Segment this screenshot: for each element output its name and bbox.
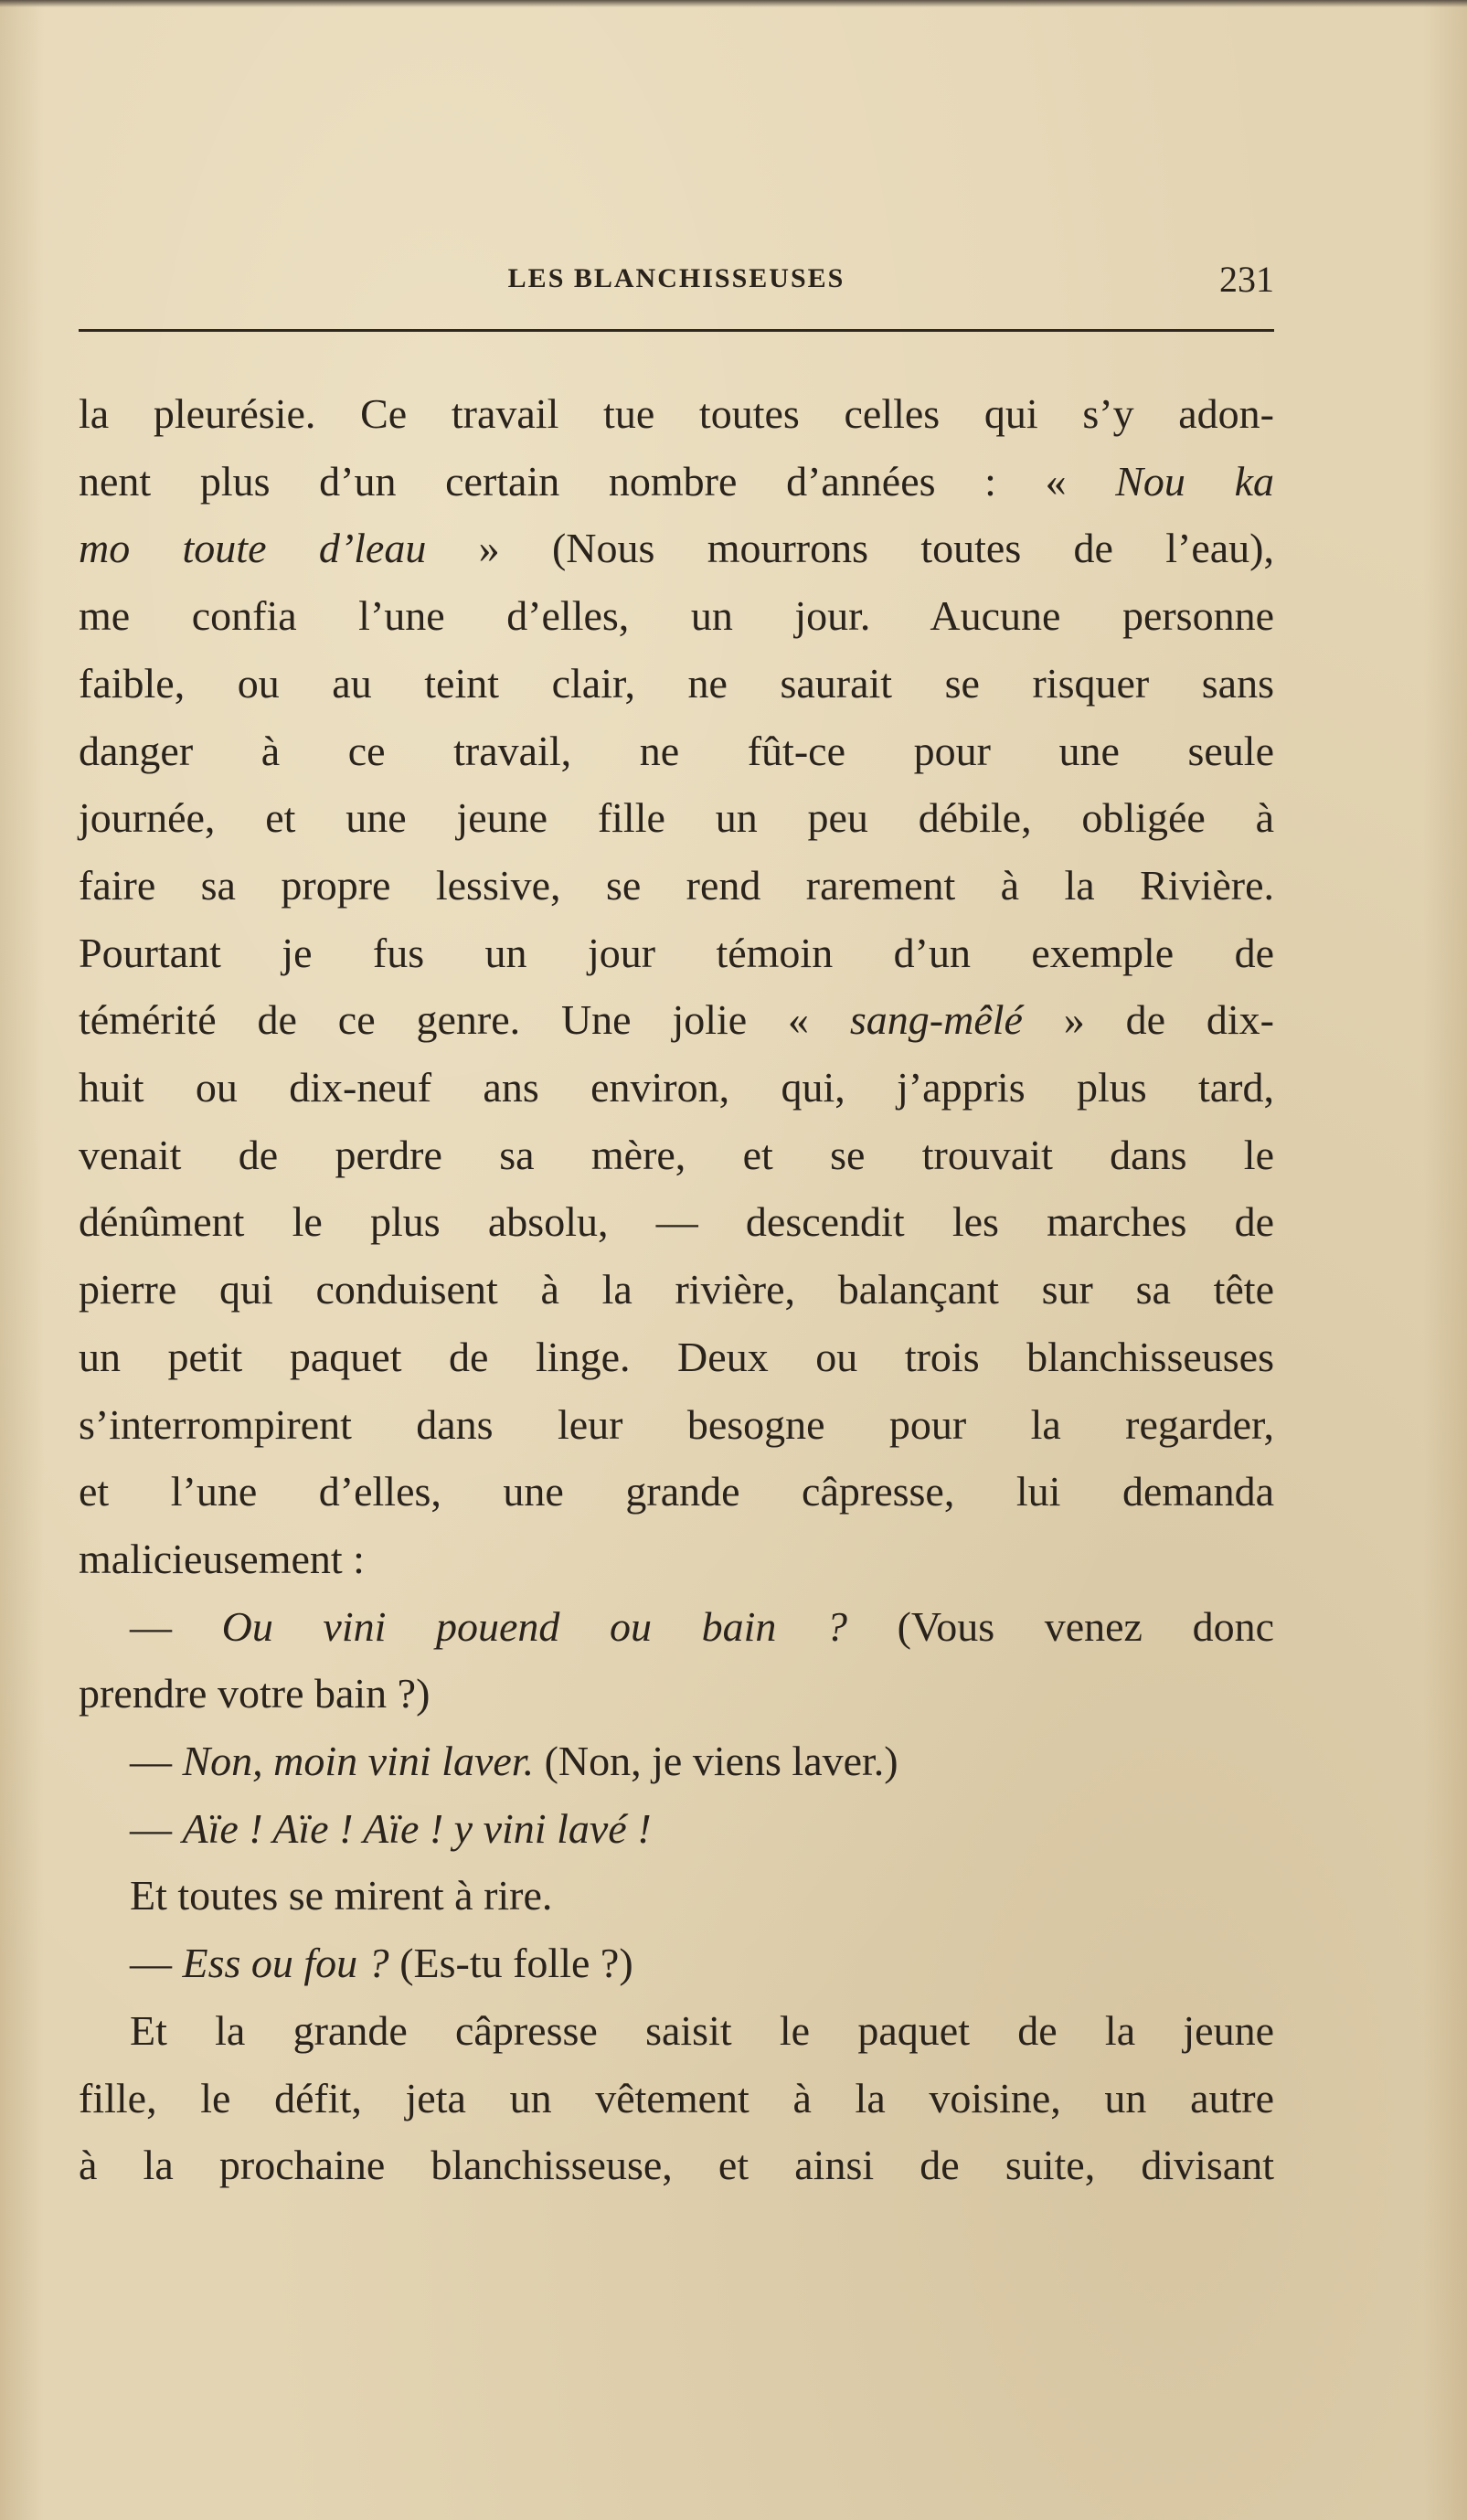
italic-text: mo toute d’leau: [79, 525, 427, 572]
text-line: [79, 1188, 1274, 1256]
text-segment: prendre votre bain ?): [79, 1670, 431, 1717]
text-segment: —: [130, 1940, 183, 1987]
text-segment: témérité de ce genre. Une jolie «: [79, 996, 850, 1044]
text-segment: (Non, je viens laver.): [534, 1738, 898, 1785]
text-segment: malicieusement :: [79, 1535, 365, 1582]
italic-text: Aïe ! Aïe ! Aïe ! y vini lavé !: [182, 1804, 652, 1852]
text-segment: (Vous venez donc: [847, 1602, 1274, 1650]
text-segment: fille, le défit, jeta un vêtement à la voisine, un autre: [79, 2074, 1274, 2121]
italic-text: Ou vini pouend ou bain ?: [221, 1602, 848, 1650]
text-line: [79, 2065, 1274, 2132]
text-segment: —: [130, 1804, 183, 1852]
text-line: [79, 1458, 1274, 1526]
text-line: [79, 1593, 1274, 1661]
text-line: [79, 1054, 1274, 1122]
text-segment: Et toutes se mirent à rire.: [130, 1872, 553, 1919]
text-segment: venait de perdre sa mère, et se trouvait dans le: [79, 1131, 1274, 1178]
text-line: [79, 515, 1274, 582]
text-segment: —: [130, 1738, 183, 1785]
text-segment: un petit paquet de linge. Deux ou trois blanchisseuses: [79, 1333, 1274, 1380]
text-line: [79, 1728, 1274, 1795]
text-segment: » de dix-: [1022, 996, 1274, 1044]
text-segment: dénûment le plus absolu, — descendit les marches de: [79, 1198, 1274, 1246]
text-segment: Et la grande câpresse saisit le paquet de la jeune: [130, 2006, 1274, 2054]
text-line: [79, 920, 1274, 987]
text-segment: nent plus d’un certain nombre d’années : «: [79, 457, 1116, 505]
page-top-edge: [0, 0, 1467, 7]
text-line: [79, 718, 1274, 785]
italic-text: Ess ou fou ?: [182, 1940, 389, 1987]
text-line: [79, 986, 1274, 1054]
text-segment: danger à ce travail, ne fût-ce pour une seule: [79, 727, 1274, 774]
text-line: [79, 1391, 1274, 1459]
header-rule: [79, 329, 1274, 332]
text-line: [79, 784, 1274, 852]
body-text: [79, 380, 1274, 2199]
text-line: [79, 380, 1274, 448]
text-line: [79, 650, 1274, 718]
text-segment: » (Nous mourrons toutes de l’eau),: [426, 525, 1274, 572]
text-line: [79, 1795, 1274, 1863]
text-segment: la pleurésie. Ce travail tue toutes celles qui s’y adon-: [79, 390, 1274, 437]
text-line: [79, 1526, 1274, 1593]
text-line: [79, 1660, 1274, 1728]
running-header: [79, 258, 1274, 303]
text-segment: faire sa propre lessive, se rend rarement à la Rivière.: [79, 861, 1274, 909]
text-segment: et l’une d’elles, une grande câpresse, lui demanda: [79, 1468, 1274, 1515]
page-number: 231: [1219, 259, 1274, 300]
italic-text: Nou ka: [1115, 457, 1274, 505]
text-line: [79, 582, 1274, 650]
text-segment: faible, ou au teint clair, ne saurait se risquer sans: [79, 659, 1274, 707]
text-line: [79, 1862, 1274, 1930]
text-segment: journée, et une jeune fille un peu débile, obligée à: [79, 794, 1274, 842]
text-line: [79, 448, 1274, 516]
text-segment: pierre qui conduisent à la rivière, balançant sur sa tête: [79, 1266, 1274, 1313]
text-segment: Pourtant je fus un jour témoin d’un exemple de: [79, 929, 1274, 976]
text-segment: huit ou dix-neuf ans environ, qui, j’appris plus tard,: [79, 1064, 1274, 1111]
text-line: [79, 852, 1274, 920]
text-line: [79, 1122, 1274, 1189]
running-title: LES BLANCHISSEUSES: [507, 263, 845, 293]
text-segment: (Es-tu folle ?): [388, 1940, 633, 1987]
text-line: [79, 1930, 1274, 1997]
italic-text: Non, moin vini laver.: [182, 1738, 535, 1785]
text-line: [79, 1256, 1274, 1324]
text-segment: me confia l’une d’elles, un jour. Aucune personne: [79, 592, 1274, 640]
text-segment: à la prochaine blanchisseuse, et ainsi de suite, divisant: [79, 2142, 1274, 2189]
text-segment: s’interrompirent dans leur besogne pour la regarder,: [79, 1400, 1274, 1448]
text-line: [79, 2132, 1274, 2199]
text-segment: —: [130, 1602, 222, 1650]
text-line: [79, 1997, 1274, 2065]
italic-text: sang-mêlé: [849, 996, 1023, 1044]
text-line: [79, 1324, 1274, 1391]
